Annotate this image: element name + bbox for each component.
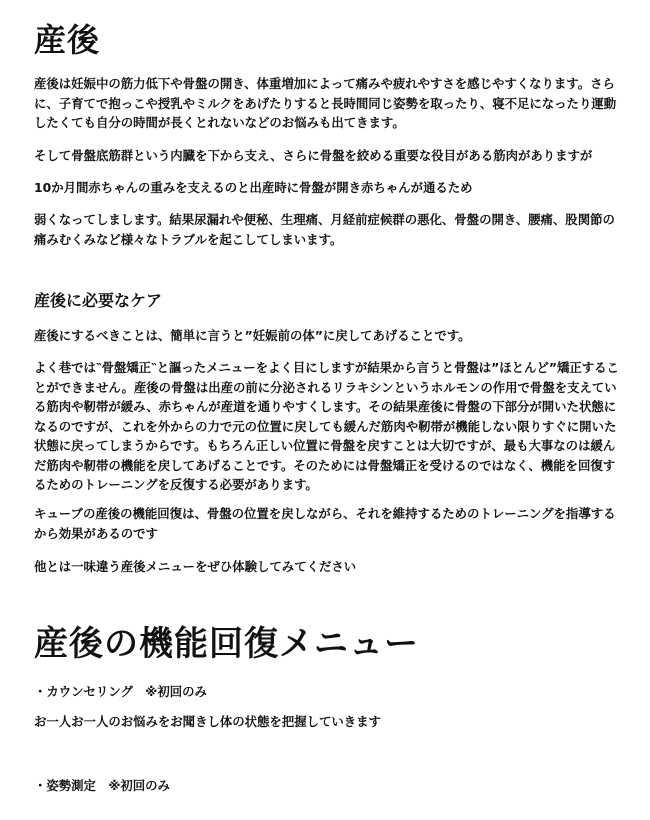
page-title: 産後	[34, 21, 101, 59]
intro-paragraph-2: そして骨盤底筋群という内臓を下から支え、さらに骨盤を絞める重要な役目がある筋肉がありますが	[34, 148, 593, 163]
intro-paragraph-4: 弱くなってしまします。結果尿漏れや便秘、生理痛、月経前症候群の悪化、骨盤の開き、腰痛、股関節の痛みむくみなど様々なトラブルを起こしてしまいます。	[34, 212, 615, 247]
care-heading: 産後に必要なケア	[34, 291, 163, 310]
intro-paragraph-3: 10か月間赤ちゃんの重みを支えるのと出産時に骨盤が開き赤ちゃんが通るため	[34, 180, 473, 195]
care-paragraph-4: 他とは一味違う産後メニューをぜひ体験してみてください	[34, 559, 357, 574]
menu-item-posture-measurement: ・姿勢測定 ※初回のみ	[34, 778, 170, 793]
care-paragraph-2: よく巷では‶骨盤矯正‶と謳ったメニューをよく目にしますが結果から言うと骨盤は”ほとんど”矯正することができません。産後の骨盤は出産の前に分泌されるリラキシンというホルモンの作用で骨盤を支えている筋肉や靭帯が緩み、赤ちゃんが産道を通りやすくします。その結果産後に骨盤の下部分が開いた状態になるのですが、これを外からの力で元の位置に戻しても緩んだ筋肉や靭帯が機能しない限りすぐに開いた状態に戻ってしまうからです。もちろん正しい位置に骨盤を戻すことは大切ですが、最も大事なのは緩んだ筋肉や靭帯の機能を戻してあげることです。そのためには骨盤矯正を受けるのではなく、機能を回復するためのトレーニングを反復する必要があります。	[34, 360, 619, 492]
intro-paragraph-1: 産後は妊娠中の筋力低下や骨盤の開き、体重増加によって痛みや疲れやすさを感じやすくなります。さらに、子育てで抱っこや授乳やミルクをあげたりすると長時間同じ姿勢を取ったり、寝不足になったり運動したくても自分の時間が長くとれないなどのお悩みも出てきます。	[34, 76, 617, 130]
menu-item-counseling: ・カウンセリング ※初回のみ	[34, 684, 207, 699]
care-paragraph-1: 産後にするべきことは、簡単に言うと”妊娠前の体”に戻してあげることです。	[34, 328, 471, 343]
menu-item-counseling-description: お一人お一人のお悩みをお聞きし体の状態を把握していきます	[34, 714, 381, 729]
menu-heading: 産後の機能回復メニュー	[34, 624, 419, 664]
care-paragraph-3: キューブの産後の機能回復は、骨盤の位置を戻しながら、それを維持するためのトレーニングを指導するから効果があるのです	[34, 506, 616, 541]
